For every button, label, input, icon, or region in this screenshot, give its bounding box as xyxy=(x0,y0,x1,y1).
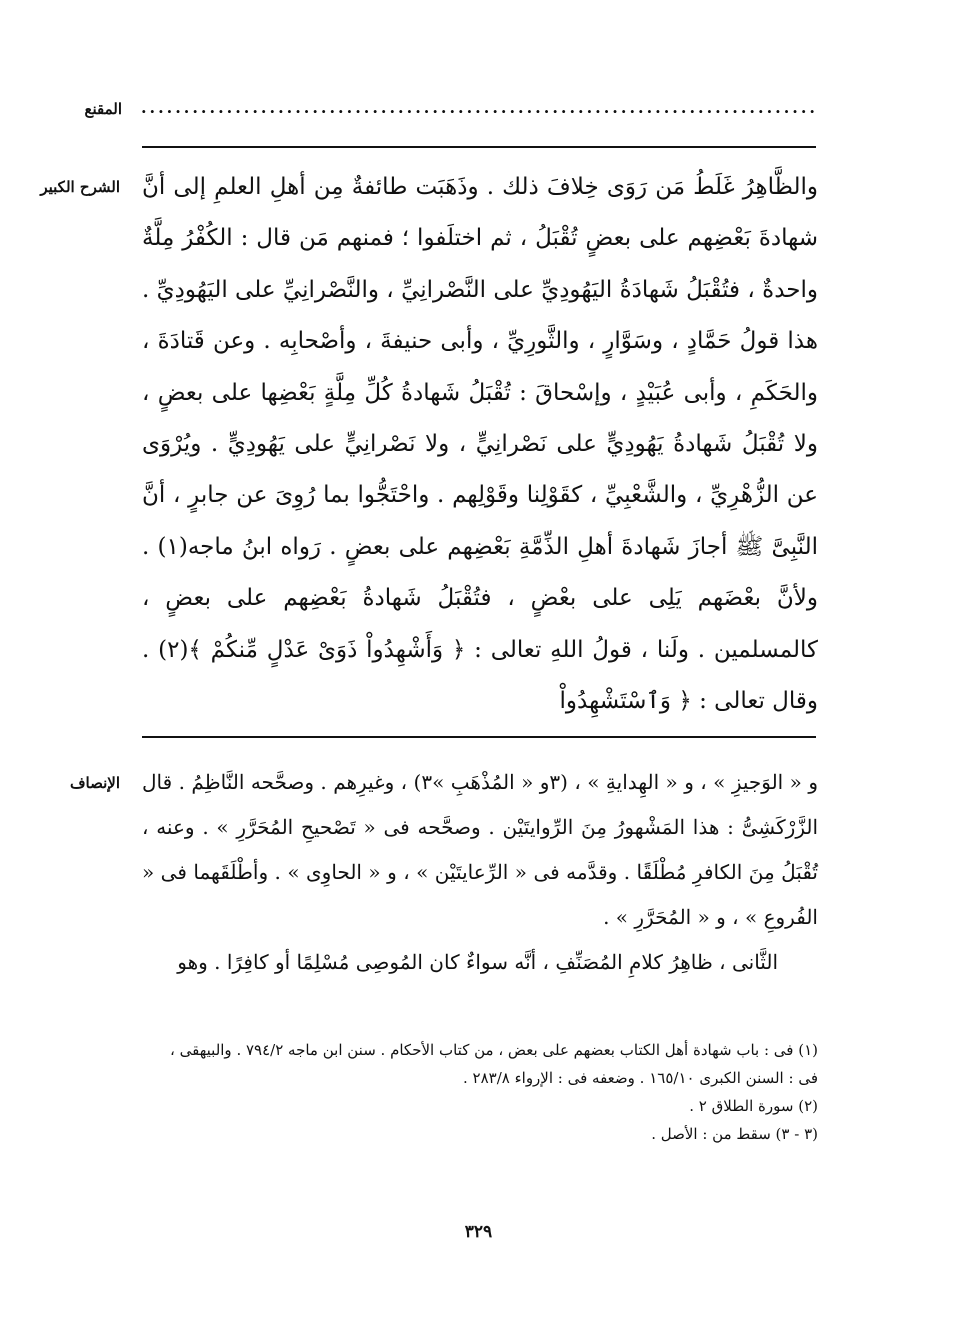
sharh-paragraph: والظَّاهِرُ غَلَطُ مَن رَوَى خِلافَ ذلك . وذَهَبَت طائفةٌ مِن أهلِ العلمِ إلى أنَّ شهادةَ بَعْضِهم على بعضٍ تُقْبَلُ ، ثم اختلَفوا ؛ فمنهم مَن قال : الكُفْرُ مِلَّةٌ واحدةٌ ، فتُقْبَلُ شَهادَةُ اليَهُودِيِّ على النَّصْرانِيِّ ، والنَّصْرانِيِّ على اليَهُودِيِّ . هذا قولُ حَمَّادٍ ، وسَوَّارٍ ، والثَّورِيِّ ، وأبى حنيفةَ ، وأصْحابِه . وعن قَتادَةَ ، والحَكَمِ ، وأبى عُبَيْدٍ ، وإسْحاقَ : تُقْبَلُ شَهادةُ كُلِّ مِلَّةٍ بَعْضِها على بعضٍ ، ولا تُقْبَلُ شَهادةُ يَهُودِيٍّ على نَصْرانِيٍّ ، ولا نَصْرانِيٍّ على يَهُودِيٍّ . ويُرْوَى عن الزُّهْرِيِّ ، والشَّعْبِيِّ ، كقَوْلِنا وقَوْلِهم . واحْتَجُّوا بما رُوِىَ عن جابرٍ ، أنَّ النَّبِىَّ ﷺ أجازَ شَهادةَ أهلِ الذِّمَّةِ بَعْضِهم على بعضٍ . رَواه ابنُ ماجه(١) . ولأنَّ بعْضَهم يَلِى على بعْضٍ ، فتُقْبَلُ شَهادةُ بَعْضِهم على بعضٍ ، كالمسلمين . ولَنا ، قولُ اللهِ تعالى : ﴿ وَأَشْهِدُواْ ذَوَىْ عَدْلٍ مِّنكُمْ ﴾(٢) . وقال تعالى : ﴿ وَٱسْتَشْهِدُواْ xyxy=(142,174,818,715)
footnote-line: (٣ - ٣) سقط من : الأصل . xyxy=(651,1125,818,1143)
footnote-line: فى : السنن الكبرى ١٦٥/١٠ . وضعفه فى : الإرواء ٢٨٣/٨ . xyxy=(463,1069,818,1087)
insaf-paragraph: الثَّانى ، ظاهِرُ كلامِ المُصَنِّفِ ، أنَّه سواءٌ كان المُوصِى مُسْلِمًا أو كافِرًا . وهو xyxy=(177,950,778,974)
footnote-line: (٢) سورة الطلاق ٢ . xyxy=(689,1097,818,1115)
section-label-sharh: الشرح الكبير xyxy=(40,178,120,196)
section-divider xyxy=(142,736,816,738)
page-number: ٣٢٩ xyxy=(464,1222,493,1242)
footnote-line: (١) فى : باب شهادة أهل الكتاب بعضهم على بعض ، من كتاب الأحكام . سنن ابن ماجه ٧٩٤/٢ . والبيهقى ، xyxy=(170,1041,818,1059)
sharh-text xyxy=(142,162,818,727)
footnotes xyxy=(142,1036,818,1148)
section-label-insaf: الإنصاف xyxy=(69,774,120,792)
insaf-text xyxy=(142,760,818,985)
insaf-paragraph: و « الوَجيزِ » ، و « الهِدايةِ » ، (٣و « المُذْهَبِ »٣) ، وغيرِهم . وصحَّحه النَّاظِمُ . قال الزَّرْكَشِىُّ : هذا المَشْهورُ مِنَ الرِّوايتَيْن . وصحَّحه فى « تَصْحيحِ المُحَرَّرِ » . وعنه ، تُقْبَلُ مِنَ الكافرِ مُطْلَقًا . وقدَّمه فى « الرِّعايتَيْن » ، و « الحاوِى » . وأطْلَقَهما فى « الفُروعِ » ، و « المُحَرَّرِ » . xyxy=(142,770,818,929)
header-rule xyxy=(142,146,816,148)
header-dotted-leader: ............................................................................... xyxy=(140,98,818,117)
book-title: المقنع xyxy=(84,100,122,118)
